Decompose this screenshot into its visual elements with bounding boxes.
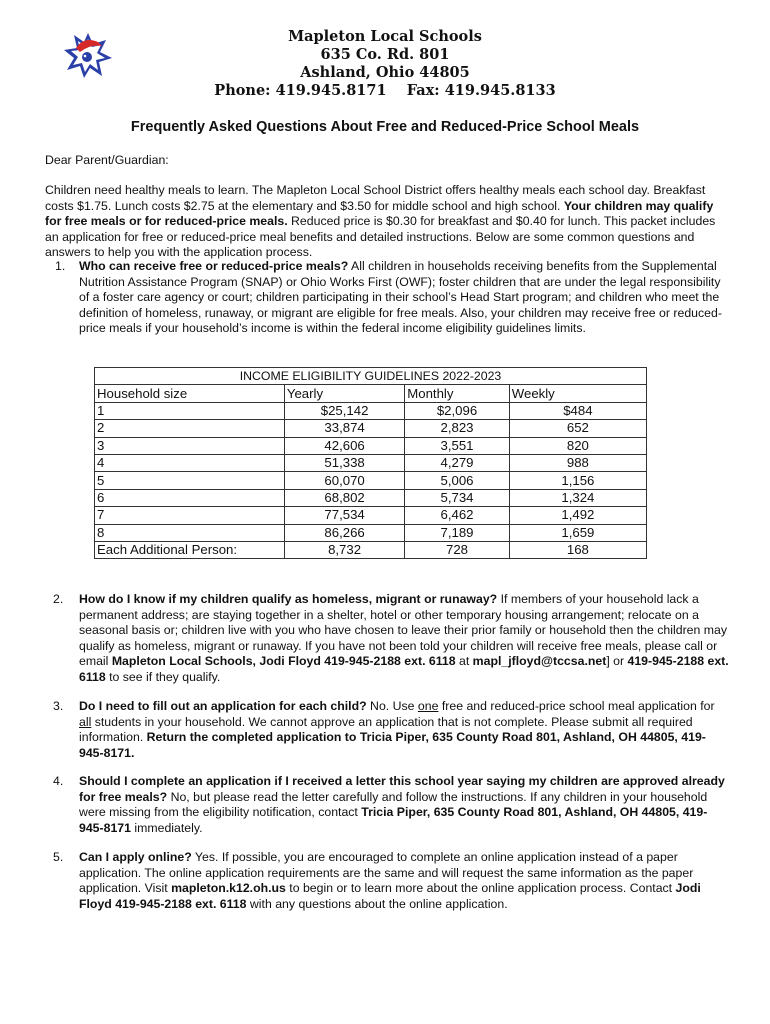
cell-size: 8	[95, 524, 285, 541]
header-yearly: Yearly	[284, 385, 404, 402]
return-address: Return the completed application to Tricia Piper, 635 County Road 801, Ashland, OH 44805, 419-945-8171.	[79, 730, 706, 760]
cell-size: 1	[95, 402, 285, 419]
intro-text-1: Children need healthy meals to learn. The Mapleton Local School District offers healthy meals each school day. Breakfast costs $1.75. Lunch costs $2.75 at the elementary and $3.50 for middle school and high school.	[45, 183, 706, 213]
cell-size: 2	[95, 420, 285, 437]
faq-number: 2.	[53, 592, 64, 606]
faq-answer-connector: ] or	[606, 654, 628, 668]
header-household-size: Household size	[95, 385, 285, 402]
cell-size: 7	[95, 507, 285, 524]
faq-item-3	[45, 699, 730, 761]
faq-answer: All children in households receiving benefits from the Supplemental Nutrition Assistance Program (SNAP) or Ohio Works First (OWF); foster children that are under the legal responsibility of a foster care agency or court; children participating in their school’s Head Start program; and children who meet the definition of homeless, runaway, or migrant are eligible for free meals. Also, your children may receive free or reduced-price meals if your household’s income is within the federal income eligibility guidelines limits.	[79, 259, 722, 335]
faq-answer: No, but please read the letter carefully and follow the instructions. If any children in your household were missing from the eligibility notification, contact	[79, 789, 708, 819]
table-row	[95, 524, 647, 541]
school-address-line2: Ashland, Ohio 44805	[300, 64, 470, 81]
faq-answer-end: immediately.	[130, 820, 203, 835]
letterhead	[0, 28, 770, 100]
emphasis-one: one	[417, 699, 439, 713]
intro-emphasis: Your children may qualify for free meals or for reduced-price meals.	[45, 198, 714, 228]
cell-monthly: 5,734	[405, 489, 510, 506]
cell-weekly: $484	[509, 402, 646, 419]
faq-answer-end: with any questions about the online application.	[246, 896, 508, 911]
intro-paragraph	[45, 183, 730, 261]
cell-weekly: 1,324	[509, 489, 646, 506]
table-row	[95, 420, 647, 437]
table-row	[95, 454, 647, 471]
table-row	[95, 489, 647, 506]
cell-yearly: 33,874	[284, 420, 404, 437]
faq-answer: to begin or to learn more about the online application process. Contact	[285, 881, 676, 895]
table-header-row	[95, 385, 647, 402]
cell-monthly: 4,279	[405, 454, 510, 471]
cell-yearly: 77,534	[284, 507, 404, 524]
income-eligibility-table	[94, 367, 647, 559]
contact-email: mapl_jfloyd@tccsa.net	[472, 654, 607, 668]
faq-item-1	[45, 259, 730, 337]
cell-weekly: 168	[509, 541, 646, 558]
cell-weekly: 1,659	[509, 524, 646, 541]
faq-number: 1.	[55, 259, 66, 273]
faq-question: Can I apply online?	[79, 850, 192, 864]
school-name: Mapleton Local Schools	[288, 28, 482, 45]
table-row	[95, 507, 647, 524]
faq-answer: students in your household. We cannot approve an application that is not complete. Please submit all required information.	[79, 714, 693, 744]
cell-size: 6	[95, 489, 285, 506]
faq-answer-end: to see if they qualify.	[105, 669, 221, 684]
page-title: Frequently Asked Questions About Free and Reduced-Price School Meals	[130, 119, 640, 135]
cell-monthly: $2,096	[405, 402, 510, 419]
header-weekly: Weekly	[509, 385, 646, 402]
table-row	[95, 472, 647, 489]
faq-answer: Yes. If possible, you are encouraged to complete an online application instead of a paper application. The online application requirements are the same and will request the same information as the paper application. Visit	[79, 850, 694, 895]
emphasis-all: all	[79, 714, 92, 729]
cell-size: Each Additional Person:	[95, 541, 285, 558]
cell-monthly: 2,823	[405, 420, 510, 437]
faq-question: Should I complete an application if I received a letter this school year saying my children are approved already for free meals?	[79, 774, 725, 804]
faq-answer: No. Use	[366, 699, 418, 713]
contact-name: Tricia Piper, 635 County Road 801, Ashland, OH 44805, 419-945-8171	[79, 805, 708, 835]
table-row	[95, 541, 647, 558]
cell-monthly: 6,462	[405, 507, 510, 524]
table-caption: INCOME ELIGIBILITY GUIDELINES 2022-2023	[95, 368, 647, 385]
salutation: Dear Parent/Guardian:	[45, 153, 169, 167]
cell-yearly: 60,070	[284, 472, 404, 489]
cell-monthly: 5,006	[405, 472, 510, 489]
cell-weekly: 1,492	[509, 507, 646, 524]
faq-question: Do I need to fill out an application for each child?	[79, 699, 367, 713]
school-address-line1: 635 Co. Rd. 801	[320, 46, 450, 63]
cell-weekly: 1,156	[509, 472, 646, 489]
cell-yearly: $25,142	[284, 402, 404, 419]
faq-number: 3.	[53, 699, 64, 713]
school-contact: Phone: 419.945.8171 Fax: 419.945.8133	[214, 82, 556, 99]
cell-yearly: 42,606	[284, 437, 404, 454]
faq-item-2	[45, 592, 730, 685]
faq-answer: free and reduced-price school meal application for	[438, 699, 715, 713]
cell-monthly: 728	[405, 541, 510, 558]
contact-name: Jodi Floyd 419-945-2188 ext. 6118	[79, 881, 701, 911]
cell-monthly: 3,551	[405, 437, 510, 454]
cell-yearly: 8,732	[284, 541, 404, 558]
website-link[interactable]: mapleton.k12.oh.us	[171, 881, 286, 895]
cell-weekly: 652	[509, 420, 646, 437]
intro-text-2: Reduced price is $0.30 for breakfast and $0.40 for lunch. This packet includes an application for free or reduced-price meal benefits and detailed instructions. Below are some common questions and answers to help you with the application process.	[45, 214, 716, 259]
contact-name: Mapleton Local Schools, Jodi Floyd 419-945-2188 ext. 6118	[111, 654, 456, 668]
faq-question: Who can receive free or reduced-price meals?	[79, 259, 349, 273]
cell-yearly: 86,266	[284, 524, 404, 541]
cell-size: 5	[95, 472, 285, 489]
table-row	[95, 402, 647, 419]
header-monthly: Monthly	[405, 385, 510, 402]
cell-yearly: 51,338	[284, 454, 404, 471]
faq-item-5	[45, 850, 730, 912]
cell-weekly: 988	[509, 454, 646, 471]
contact-phone: 419-945-2188 ext. 6118	[79, 654, 729, 684]
cell-monthly: 7,189	[405, 524, 510, 541]
cell-size: 3	[95, 437, 285, 454]
faq-answer: If members of your household lack a permanent address; are staying together in a shelter, hotel or other temporary housing arrangement; relocate on a seasonal basis or; children live with you who have chosen to leave their prior family or household then the children may qualify as homeless, migrant or runaway. If you have not been told your children will receive free meals, please call or email	[79, 592, 727, 668]
cell-size: 4	[95, 454, 285, 471]
faq-number: 5.	[53, 850, 64, 864]
cell-weekly: 820	[509, 437, 646, 454]
faq-answer-connector: at	[455, 654, 473, 668]
table-row	[95, 437, 647, 454]
faq-item-4	[45, 774, 730, 836]
faq-number: 4.	[53, 774, 64, 788]
faq-question: How do I know if my children qualify as homeless, migrant or runaway?	[79, 592, 498, 606]
cell-yearly: 68,802	[284, 489, 404, 506]
